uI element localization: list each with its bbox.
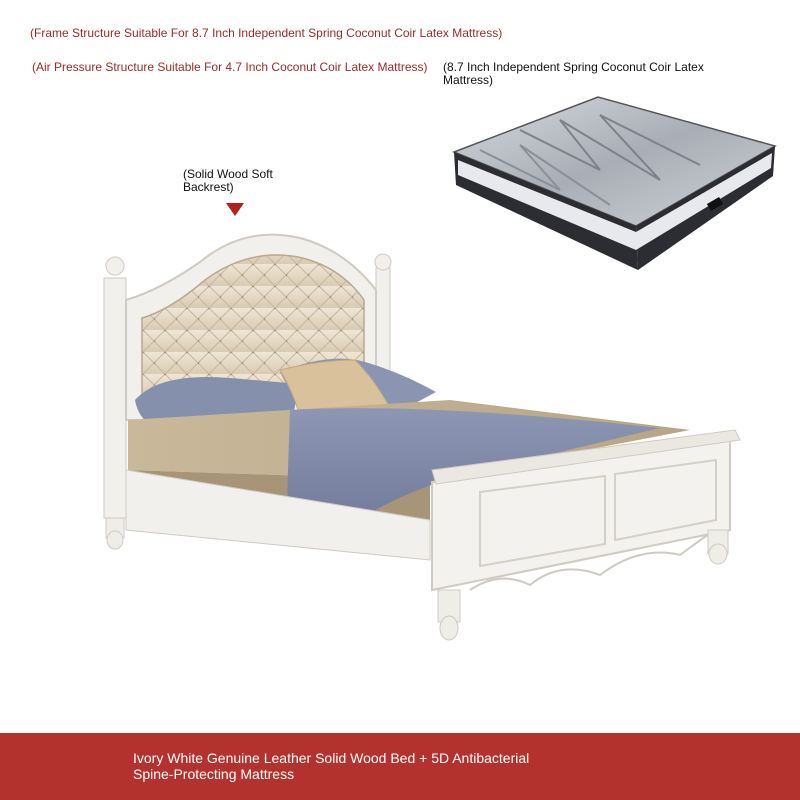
mattress-label: (8.7 Inch Independent Spring Coconut Coir Latex Mattress): [443, 60, 704, 87]
mattress-image: [454, 97, 775, 270]
frame-structure-caption: (Frame Structure Suitable For 8.7 Inch Independent Spring Coconut Coir Latex Mattress): [30, 26, 503, 40]
bed-image: [104, 235, 740, 640]
air-pressure-structure-caption: (Air Pressure Structure Suitable For 4.7 Inch Coconut Coir Latex Mattress): [32, 60, 428, 74]
banner-title: Ivory White Genuine Leather Solid Wood Bed + 5D Antibacterial Spine-Protecting Mattress: [133, 750, 530, 782]
pointer-triangle-icon: [226, 203, 244, 216]
backrest-label: (Solid Wood Soft Backrest): [183, 167, 273, 194]
